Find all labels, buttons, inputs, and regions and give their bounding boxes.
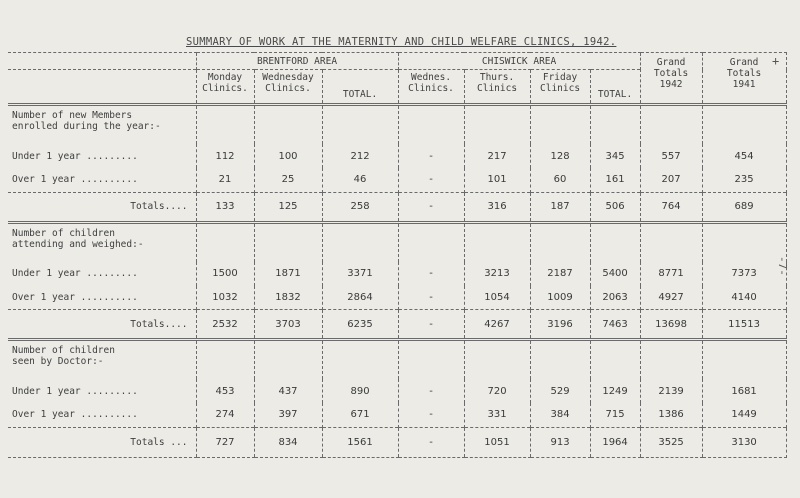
value-cell: 1964 bbox=[590, 427, 640, 457]
section-heading bbox=[8, 105, 196, 145]
grand-totals-1942-header bbox=[640, 53, 702, 105]
value-cell: 3130 bbox=[702, 427, 786, 457]
value-cell: 1871 bbox=[254, 262, 322, 286]
value-cell: 345 bbox=[590, 144, 640, 168]
value-cell: 161 bbox=[590, 168, 640, 192]
value-cell: 274 bbox=[196, 403, 254, 427]
value-cell: 715 bbox=[590, 403, 640, 427]
totals-row bbox=[8, 310, 786, 340]
value-cell: 212 bbox=[322, 144, 398, 168]
value-cell: - bbox=[398, 144, 464, 168]
value-cell: 3703 bbox=[254, 310, 322, 340]
row-label: Under 1 year ......... bbox=[12, 385, 138, 397]
value-cell: 25 bbox=[254, 168, 322, 192]
value-cell: 125 bbox=[254, 192, 322, 222]
brentford-monday-header: Monday Clinics. bbox=[196, 70, 254, 105]
value-cell: 1386 bbox=[640, 403, 702, 427]
value-cell: 1051 bbox=[464, 427, 530, 457]
value-cell: 21 bbox=[196, 168, 254, 192]
value-cell: 331 bbox=[464, 403, 530, 427]
value-cell: - bbox=[398, 286, 464, 310]
value-cell: 8771 bbox=[640, 262, 702, 286]
section-heading bbox=[8, 222, 196, 262]
value-cell: 187 bbox=[530, 192, 590, 222]
table-row bbox=[8, 262, 786, 286]
value-cell: 2063 bbox=[590, 286, 640, 310]
value-cell: 3525 bbox=[640, 427, 702, 457]
value-cell: 890 bbox=[322, 379, 398, 403]
value-cell: 1009 bbox=[530, 286, 590, 310]
row-label: Over 1 year .......... bbox=[12, 291, 138, 303]
section-heading-line: enrolled during the year:- bbox=[12, 121, 161, 132]
value-cell: 453 bbox=[196, 379, 254, 403]
value-cell: 1449 bbox=[702, 403, 786, 427]
table-row bbox=[8, 168, 786, 192]
value-cell: 720 bbox=[464, 379, 530, 403]
value-cell: 101 bbox=[464, 168, 530, 192]
chiswick-total-header: TOTAL. bbox=[590, 70, 640, 105]
value-cell: - bbox=[398, 310, 464, 340]
totals-label: Totals.... bbox=[8, 192, 196, 222]
value-cell: 437 bbox=[254, 379, 322, 403]
table-row bbox=[8, 379, 786, 403]
section-heading-row bbox=[8, 105, 786, 145]
value-cell: 2532 bbox=[196, 310, 254, 340]
value-cell: 258 bbox=[322, 192, 398, 222]
chiswick-thurs-header: Thurs. Clinics bbox=[464, 70, 530, 105]
value-cell: 671 bbox=[322, 403, 398, 427]
grand-1941-line1: Grand bbox=[729, 57, 759, 68]
value-cell: 506 bbox=[590, 192, 640, 222]
page-number: -7- bbox=[776, 256, 789, 276]
table-row bbox=[8, 403, 786, 427]
section-heading-line: attending and weighed:- bbox=[12, 238, 144, 250]
value-cell: 4140 bbox=[702, 286, 786, 310]
value-cell: 4267 bbox=[464, 310, 530, 340]
value-cell: 727 bbox=[196, 427, 254, 457]
section-heading bbox=[8, 340, 196, 380]
value-cell: 1681 bbox=[702, 379, 786, 403]
table-row bbox=[8, 286, 786, 310]
value-cell: 764 bbox=[640, 192, 702, 222]
value-cell: 4927 bbox=[640, 286, 702, 310]
value-cell: 112 bbox=[196, 144, 254, 168]
value-cell: 1500 bbox=[196, 262, 254, 286]
value-cell: 2187 bbox=[530, 262, 590, 286]
grand-1941-line2: Totals bbox=[726, 68, 762, 79]
chiswick-friday-header: Friday Clinics bbox=[530, 70, 590, 105]
brentford-wednesday-header: Wednesday Clinics. bbox=[254, 70, 322, 105]
value-cell: 207 bbox=[640, 168, 702, 192]
value-cell: 217 bbox=[464, 144, 530, 168]
section-heading-row bbox=[8, 340, 786, 380]
summary-table bbox=[8, 52, 787, 458]
row-label: Under 1 year ......... bbox=[12, 268, 138, 279]
totals-label: Totals ... bbox=[8, 427, 196, 457]
page-title: SUMMARY OF WORK AT THE MATERNITY AND CHILD WELFARE CLINICS, 1942. bbox=[186, 36, 617, 48]
grand-1942-line2: Totals bbox=[653, 68, 689, 79]
grand-totals-1941-header bbox=[702, 53, 786, 105]
value-cell: 128 bbox=[530, 144, 590, 168]
value-cell: 235 bbox=[702, 168, 786, 192]
totals-row bbox=[8, 192, 786, 222]
grand-1942-line1: Grand bbox=[656, 57, 686, 68]
value-cell: 2139 bbox=[640, 379, 702, 403]
value-cell: 5400 bbox=[590, 262, 640, 286]
totals-row bbox=[8, 427, 786, 457]
value-cell: 1054 bbox=[464, 286, 530, 310]
chiswick-area-header: CHISWICK AREA bbox=[398, 53, 640, 70]
section-heading-row bbox=[8, 222, 786, 262]
row-label: Over 1 year .......... bbox=[12, 174, 138, 186]
corner-mark: + bbox=[772, 54, 780, 68]
value-cell: 3213 bbox=[464, 262, 530, 286]
value-cell: 454 bbox=[702, 144, 786, 168]
value-cell: 7463 bbox=[590, 310, 640, 340]
chiswick-wednes-header: Wednes. Clinics. bbox=[398, 70, 464, 105]
value-cell: 13698 bbox=[640, 310, 702, 340]
section-heading-line: Number of children bbox=[12, 345, 115, 356]
value-cell: 133 bbox=[196, 192, 254, 222]
value-cell: 689 bbox=[702, 192, 786, 222]
value-cell: 100 bbox=[254, 144, 322, 168]
value-cell: 384 bbox=[530, 403, 590, 427]
value-cell: 3196 bbox=[530, 310, 590, 340]
value-cell: - bbox=[398, 168, 464, 192]
value-cell: - bbox=[398, 379, 464, 403]
brentford-area-header: BRENTFORD AREA bbox=[196, 53, 398, 70]
section-heading-line: Number of new Members bbox=[12, 110, 133, 121]
value-cell: 1561 bbox=[322, 427, 398, 457]
section-heading-line: Number of children bbox=[12, 227, 115, 239]
row-label: Under 1 year ......... bbox=[12, 150, 138, 162]
totals-label: Totals.... bbox=[8, 310, 196, 340]
value-cell: 529 bbox=[530, 379, 590, 403]
value-cell: - bbox=[398, 192, 464, 222]
value-cell: 7373 bbox=[702, 262, 786, 286]
value-cell: - bbox=[398, 427, 464, 457]
value-cell: 913 bbox=[530, 427, 590, 457]
section-heading-line: seen by Doctor:- bbox=[12, 356, 104, 367]
value-cell: 3371 bbox=[322, 262, 398, 286]
value-cell: 60 bbox=[530, 168, 590, 192]
value-cell: 316 bbox=[464, 192, 530, 222]
value-cell: 1249 bbox=[590, 379, 640, 403]
value-cell: 2864 bbox=[322, 286, 398, 310]
value-cell: 557 bbox=[640, 144, 702, 168]
table-body bbox=[8, 53, 786, 458]
value-cell: 1032 bbox=[196, 286, 254, 310]
value-cell: 46 bbox=[322, 168, 398, 192]
value-cell: 1832 bbox=[254, 286, 322, 310]
value-cell: 6235 bbox=[322, 310, 398, 340]
table-row bbox=[8, 144, 786, 168]
value-cell: - bbox=[398, 262, 464, 286]
value-cell: 397 bbox=[254, 403, 322, 427]
label-col-header bbox=[8, 53, 196, 70]
value-cell: - bbox=[398, 403, 464, 427]
grand-1941-line3: 1941 bbox=[732, 79, 756, 90]
grand-1942-line3: 1942 bbox=[659, 79, 683, 90]
row-label: Over 1 year .......... bbox=[12, 409, 138, 421]
value-cell: 11513 bbox=[702, 310, 786, 340]
value-cell: 834 bbox=[254, 427, 322, 457]
brentford-total-header: TOTAL. bbox=[322, 70, 398, 105]
